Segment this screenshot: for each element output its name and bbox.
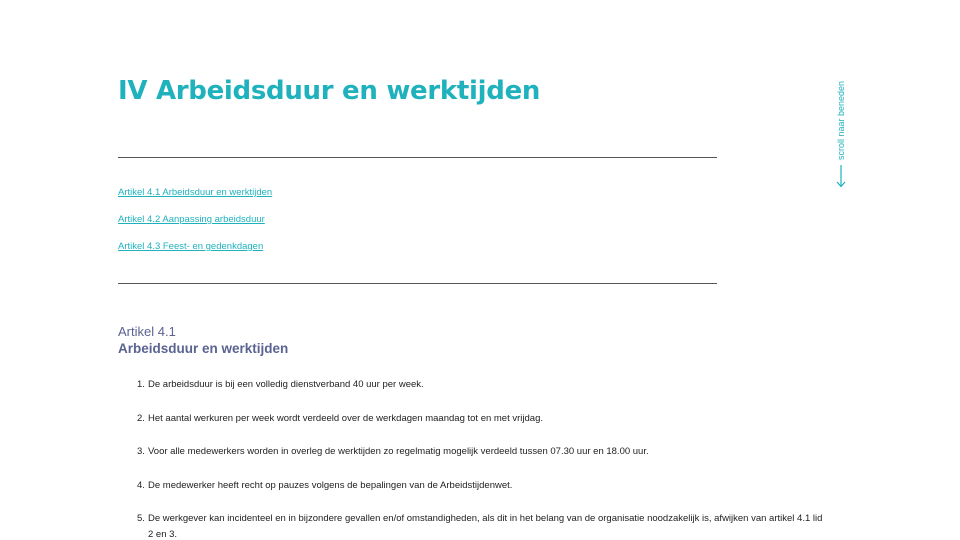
clause-item (137, 511, 827, 540)
article-title: Arbeidsduur en werktijden (118, 341, 289, 356)
clause-item (137, 377, 827, 393)
scroll-hint-label: scroll naar beneden (836, 80, 846, 160)
toc-link-article-4-3[interactable]: Artikel 4.3 Feest- en gedenkdagen (118, 241, 264, 252)
clause-text: Voor alle medewerkers worden in overleg de werktijden zo regelmatig mogelijk verdeeld tussen 07.30 uur en 18.00 uur. (148, 446, 649, 457)
divider-top (118, 157, 717, 158)
clause-text: Het aantal werkuren per week wordt verdeeld over de werkdagen maandag tot en met vrijdag. (148, 412, 543, 424)
clause-item (137, 478, 827, 494)
toc-link-article-4-2[interactable]: Artikel 4.2 Aanpassing arbeidsduur (118, 214, 265, 225)
clause-number: 3. (137, 446, 145, 457)
arrow-down-icon (835, 164, 847, 188)
scroll-down-hint[interactable] (832, 72, 850, 190)
table-of-contents (118, 184, 272, 265)
clause-number: 4. (137, 479, 145, 491)
clause-number: 1. (137, 379, 145, 390)
clause-text: De medewerker heeft recht op pauzes volgens de bepalingen van de Arbeidstijdenwet. (148, 479, 513, 491)
clause-item (137, 444, 827, 460)
article-clauses (137, 377, 827, 540)
clause-text: De werkgever kan incidenteel en in bijzondere gevallen en/of omstandigheden, als dit in het belang van de organisatie noodzakelijk is, afwijken van artikel 4.1 lid 2 en 3. (148, 513, 823, 540)
clause-item (137, 411, 827, 427)
article-number: Artikel 4.1 (118, 324, 176, 339)
chapter-title: IV Arbeidsduur en werktijden (118, 76, 541, 106)
toc-item (118, 238, 272, 265)
toc-link-article-4-1[interactable]: Artikel 4.1 Arbeidsduur en werktijden (118, 187, 273, 198)
clause-number: 5. (137, 513, 145, 524)
toc-item (118, 211, 272, 238)
divider-bottom (118, 283, 717, 284)
article-heading (118, 324, 288, 358)
clause-text: De arbeidsduur is bij een volledig dienstverband 40 uur per week. (148, 379, 424, 390)
toc-item (118, 184, 272, 211)
clause-number: 2. (137, 412, 145, 424)
